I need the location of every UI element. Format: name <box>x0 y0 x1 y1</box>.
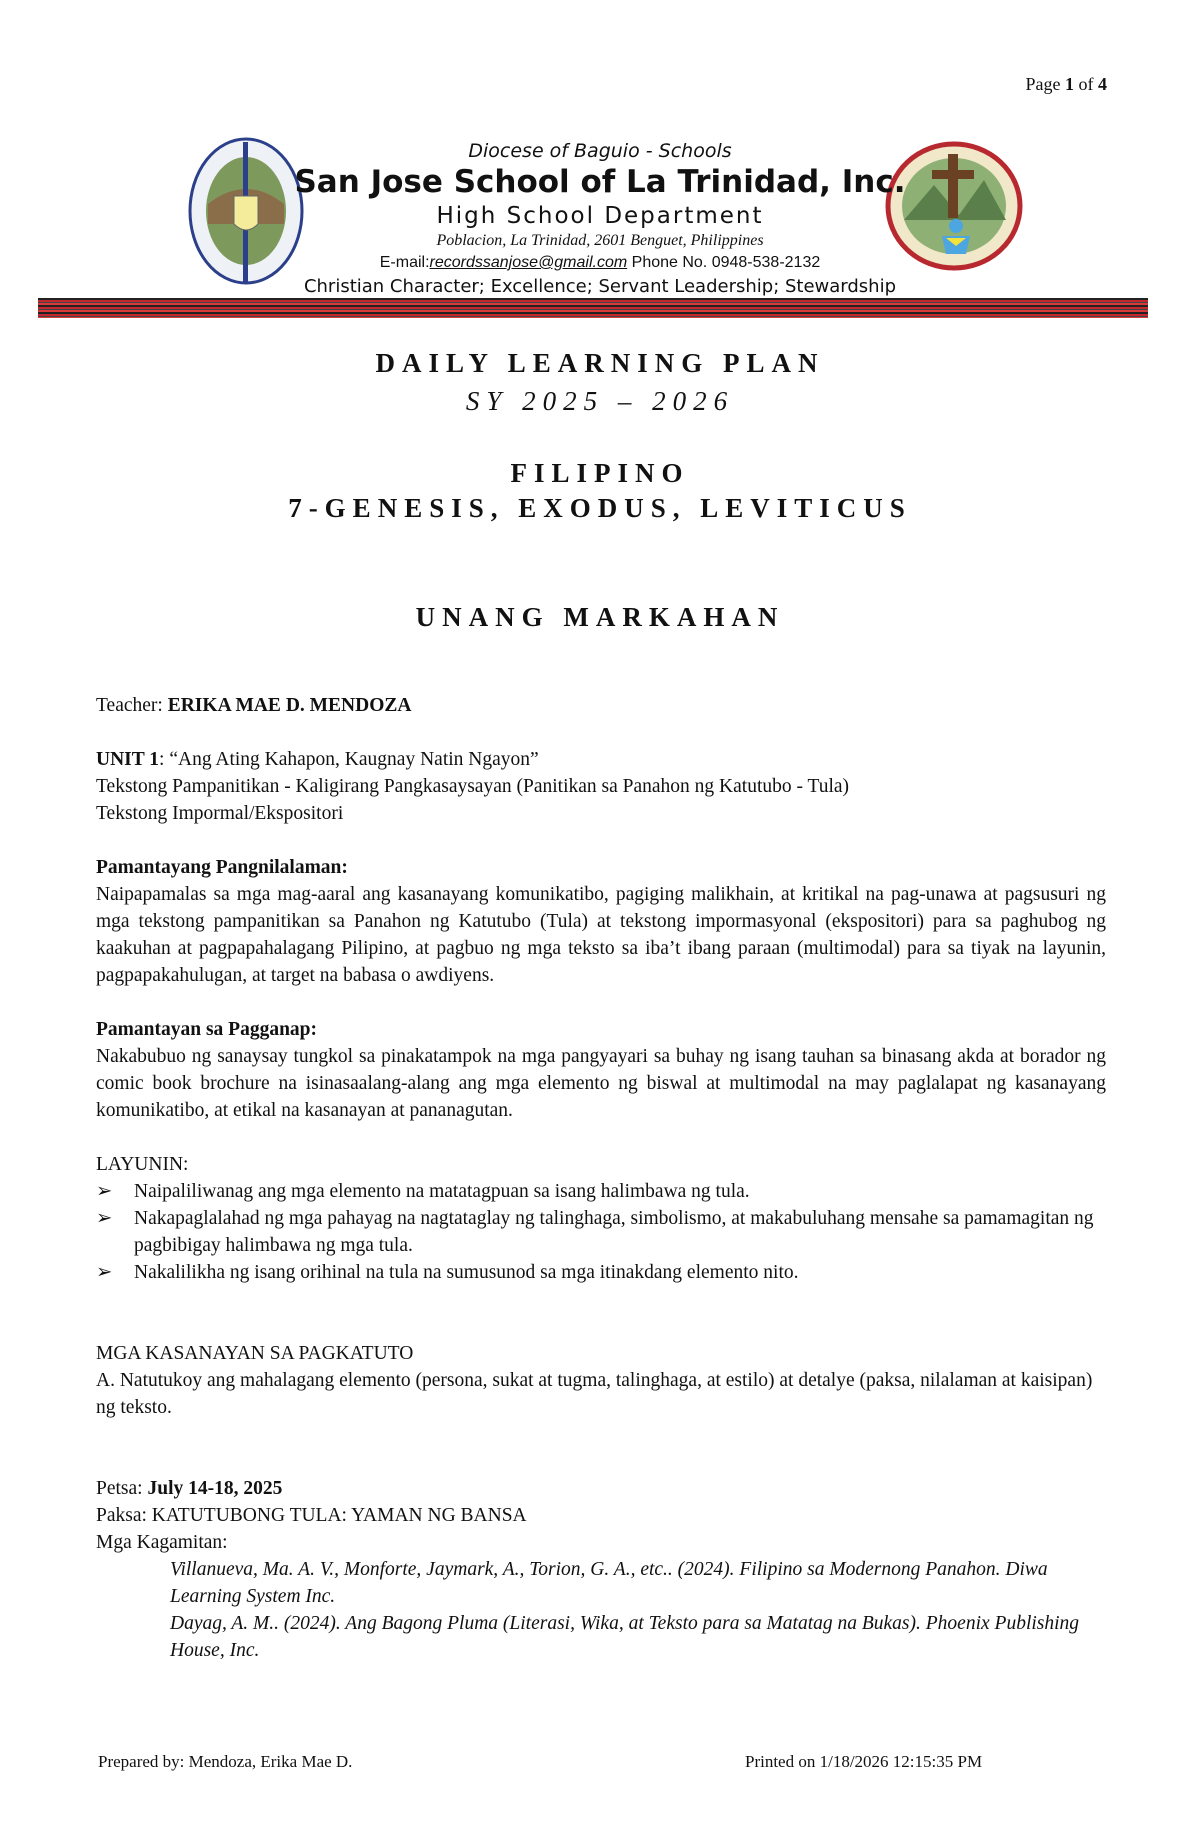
competencies-text: A. Natutukoy ang mahalagang elemento (persona, sukat at tugma, talinghaga, at estilo) at detalye (paksa, nilalaman at kaisipan) ng teksto. <box>96 1370 1093 1418</box>
date-line <box>96 1475 1106 1502</box>
prepared-by: Prepared by: Mendoza, Erika Mae D. <box>98 1752 353 1771</box>
email-link[interactable]: recordssanjose@gmail.com <box>429 254 628 271</box>
objective-item <box>96 1259 1106 1286</box>
teacher-line <box>96 692 1106 719</box>
teacher-label: Teacher: <box>96 695 168 716</box>
unit-title: : “Ang Ating Kahapon, Kaugnay Natin Ngayon” <box>159 749 539 770</box>
subject-title: FILIPINO <box>510 458 690 488</box>
printed-on: Printed on 1/18/2026 12:15:35 PM <box>745 1752 983 1771</box>
unit-label: UNIT 1 <box>96 749 160 770</box>
page-current: 1 <box>1065 74 1074 94</box>
phone-number: Phone No. 0948-538-2132 <box>631 254 821 271</box>
date-label: Petsa: <box>96 1478 148 1499</box>
lesson-date: July 14-18, 2025 <box>147 1478 283 1499</box>
unit-text-type: Tekstong Impormal/Ekspositori <box>96 803 344 824</box>
sections-title: 7-GENESIS, EXODUS, LEVITICUS <box>288 493 912 523</box>
performance-standard-text: Nakabubuo ng sanaysay tungkol sa pinakatampok na mga pangyayari sa buhay ng isang tauhan sa binasang akda at borador ng comic book brochure na isinasaalang-alang ang mga elemento ng biswal at multimodal na may paglalapat ng kasanayang komunikatibo, at etikal na kasanayan at pananagutan. <box>96 1046 1106 1121</box>
email-label: E-mail: <box>379 254 430 271</box>
content-standard-heading: Pamantayang Pangnilalaman: <box>96 857 348 878</box>
contact-line <box>0 254 1200 272</box>
unit-subtitle: Tekstong Pampanitikan - Kaligirang Pangkasaysayan (Panitikan sa Panahon ng Katutubo - Tula) <box>96 776 850 797</box>
diocese-name: Diocese of Baguio - Schools <box>468 140 732 162</box>
objective-text: Naipaliliwanag ang mga elemento na matatagpuan sa isang halimbawa ng tula. <box>134 1181 750 1202</box>
objectives-list <box>96 1178 1106 1286</box>
header-divider <box>38 298 1148 318</box>
quarter-title: UNANG MARKAHAN <box>415 602 785 632</box>
objective-item <box>96 1205 1106 1259</box>
performance-standard-heading: Pamantayan sa Pagganap: <box>96 1019 318 1040</box>
teacher-name: ERIKA MAE D. MENDOZA <box>167 695 412 716</box>
school-motto: Christian Character; Excellence; Servant Leadership; Stewardship <box>303 276 897 297</box>
page-number <box>1026 74 1108 95</box>
objective-text: Nakalilikha ng isang orihinal na tula na sumusunod sa mga itinakdang elemento nito. <box>134 1262 799 1283</box>
content-standard-text: Naipapamalas sa mga mag-aaral ang kasanayang komunikatibo, pagiging malikhain, at kritikal na pag-unawa at pagsusuri ng mga tekstong pampanitikan sa Panahon ng Katutubo (Tula) at tekstong impormasyonal (ekspositori) para sa paghubog ng kaakuhan at pagpapahalagang Pilipino, at pagbuo ng mga teksto sa iba’t ibang paraan (multimodal) para sa tiyak na layunin, pagpapakahulugan, at target na babasa o awdiyens. <box>96 884 1106 986</box>
page-total: 4 <box>1098 74 1107 94</box>
arrow-bullet-icon: ➢ <box>96 1208 113 1229</box>
objective-item <box>96 1178 1106 1205</box>
page-of: of <box>1078 74 1094 94</box>
arrow-bullet-icon: ➢ <box>96 1262 113 1283</box>
reference-item: Villanueva, Ma. A. V., Monforte, Jaymark, A., Torion, G. A., etc.. (2024). Filipino sa Modernong Panahon. Diwa Learning System Inc. <box>170 1559 1048 1607</box>
topic-label: Paksa: <box>96 1505 152 1526</box>
objectives-heading: LAYUNIN: <box>96 1154 189 1175</box>
document-title: DAILY LEARNING PLAN <box>375 348 825 378</box>
objective-text: Nakapaglalahad ng mga pahayag na nagtataglay ng talinghaga, simbolismo, at makabuluhang mensahe sa pamamagitan ng pagbibigay halimbawa ng mga tula. <box>134 1208 1094 1256</box>
school-address: Poblacion, La Trinidad, 2601 Benguet, Philippines <box>436 232 764 249</box>
page-label: Page <box>1025 74 1061 94</box>
topic-line <box>96 1502 1106 1529</box>
school-name: San Jose School of La Trinidad, Inc. <box>294 164 906 200</box>
document-body <box>96 692 1106 1664</box>
competencies-heading: MGA KASANAYAN SA PAGKATUTO <box>96 1343 414 1364</box>
arrow-bullet-icon: ➢ <box>96 1181 113 1202</box>
reference-item: Dayag, A. M.. (2024). Ang Bagong Pluma (Literasi, Wika, at Teksto para sa Matatag na Bukas). Phoenix Publishing House, Inc. <box>170 1613 1080 1661</box>
department-name: High School Department <box>436 203 764 229</box>
lesson-topic: KATUTUBONG TULA: YAMAN NG BANSA <box>151 1505 527 1526</box>
school-year: SY 2025 – 2026 <box>465 386 735 416</box>
unit-line <box>96 746 1106 773</box>
materials-label: Mga Kagamitan: <box>96 1532 228 1553</box>
